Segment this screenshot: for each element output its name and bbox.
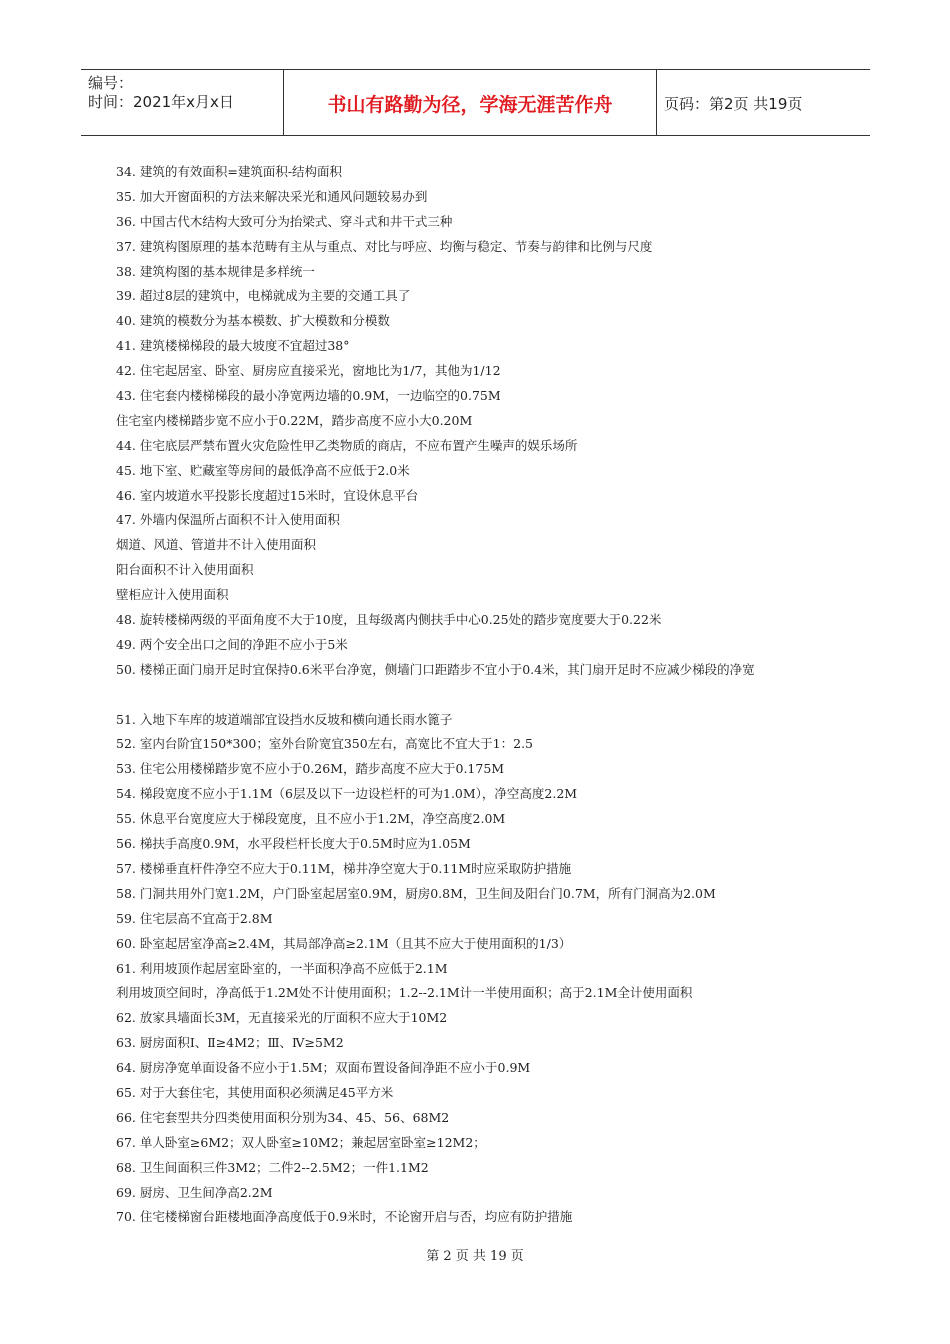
header-page-label: 页码：第2页 共19页 <box>664 95 803 113</box>
text-line: 36. 中国古代木结构大致可分为抬梁式、穿斗式和井干式三种 <box>116 213 453 229</box>
text-line: 44. 住宅底层严禁布置火灾危险性甲乙类物质的商店，不应布置产生噪声的娱乐场所 <box>116 437 578 453</box>
text-line: 34. 建筑的有效面积=建筑面积-结构面积 <box>116 164 343 179</box>
header-date-label: 时间：2021年x月x日 <box>88 93 234 111</box>
text-line: 57. 楼梯垂直杆件净空不应大于0.11M，梯井净空宽大于0.11M时应采取防护措施 <box>116 860 572 876</box>
text-line: 66. 住宅套型共分四类使用面积分别为34、45、56、68M2 <box>116 1109 450 1125</box>
text-line: 61. 利用坡顶作起居室卧室的，一半面积净高不应低于2.1M <box>116 960 448 976</box>
text-line: 67. 单人卧室≥6M2；双人卧室≥10M2；兼起居室卧室≥12M2； <box>116 1134 486 1150</box>
text-line: 63. 厨房面积Ⅰ、Ⅱ≥4M2；Ⅲ、Ⅳ≥5M2 <box>116 1035 344 1051</box>
page-footer: 第 2 页 共 19 页 <box>426 1249 524 1264</box>
text-line: 48. 旋转楼梯两级的平面角度不大于10度，且每级离内侧扶手中心0.25处的踏步宽度要大于0.22米 <box>116 612 662 628</box>
text-line: 41. 建筑楼梯梯段的最大坡度不宜超过38° <box>116 338 350 354</box>
header-divider-right <box>656 70 657 135</box>
text-line: 46. 室内坡道水平投影长度超过15米时，宜设休息平台 <box>116 487 419 503</box>
text-line: 45. 地下室、贮藏室等房间的最低净高不应低于2.0米 <box>116 462 410 478</box>
text-line: 56. 梯扶手高度0.9M，水平段栏杆长度大于0.5M时应为1.05M <box>116 836 471 852</box>
text-line: 55. 休息平台宽度应大于梯段宽度，且不应小于1.2M，净空高度2.0M <box>116 811 506 827</box>
text-line: 利用坡顶空间时，净高低于1.2M处不计使用面积；1.2--2.1M计一半使用面积；高于2.1M全计使用面积 <box>116 985 693 1001</box>
text-line: 住宅室内楼梯踏步宽不应小于0.22M，踏步高度不应小大0.20M <box>116 412 473 428</box>
text-line: 53. 住宅公用楼梯踏步宽不应小于0.26M，踏步高度不应大于0.175M <box>116 761 505 777</box>
header-top-rule <box>81 69 870 70</box>
text-line: 64. 厨房净宽单面设备不应小于1.5M；双面布置设备间净距不应小于0.9M <box>116 1060 531 1076</box>
text-line: 49. 两个安全出口之间的净距不应小于5米 <box>116 636 348 652</box>
blank-line <box>116 683 896 708</box>
document-body <box>116 160 896 1230</box>
text-line: 40. 建筑的模数分为基本模数、扩大模数和分模数 <box>116 313 390 329</box>
text-line: 59. 住宅层高不宜高于2.8M <box>116 910 273 926</box>
text-line: 35. 加大开窗面积的方法来解决采光和通风问题较易办到 <box>116 188 428 204</box>
text-line: 51. 入地下车库的坡道端部宜设挡水反坡和横向通长雨水篦子 <box>116 711 453 727</box>
header-motto: 书山有路勤为径，学海无涯苦作舟 <box>327 94 613 116</box>
header-code-label: 编号： <box>88 74 134 92</box>
text-line: 39. 超过8层的建筑中，电梯就成为主要的交通工具了 <box>116 288 411 304</box>
text-line: 42. 住宅起居室、卧室、厨房应直接采光，窗地比为1/7，其他为1/12 <box>116 363 501 379</box>
text-line: 54. 梯段宽度不应小于1.1M（6层及以下一边设栏杆的可为1.0M），净空高度2.2M <box>116 786 578 802</box>
text-line: 70. 住宅楼梯窗台距楼地面净高度低于0.9米时，不论窗开启与否，均应有防护措施 <box>116 1209 573 1225</box>
text-line: 62. 放家具墙面长3M，无直接采光的厅面积不应大于10M2 <box>116 1010 448 1026</box>
text-line: 65. 对于大套住宅，其使用面积必须满足45平方米 <box>116 1084 394 1100</box>
text-line: 阳台面积不计入使用面积 <box>116 562 254 578</box>
text-line: 52. 室内台阶宜150*300；室外台阶宽宜350左右，高宽比不宜大于1：2.5 <box>116 736 534 752</box>
text-line: 60. 卧室起居室净高≥2.4M，其局部净高≥2.1M（且其不应大于使用面积的1/3） <box>116 935 572 951</box>
text-line: 68. 卫生间面积三件3M2；二件2--2.5M2；一件1.1M2 <box>116 1159 429 1175</box>
text-line: 38. 建筑构图的基本规律是多样统一 <box>116 263 315 279</box>
text-line: 47. 外墙内保温所占面积不计入使用面积 <box>116 512 340 528</box>
text-line: 50. 楼梯正面门扇开足时宜保持0.6米平台净宽，侧墙门口距踏步不宜小于0.4米，其门扇开足时不应减少梯段的净宽 <box>116 661 755 677</box>
text-line: 58. 门洞共用外门宽1.2M，户门卧室起居室0.9M，厨房0.8M，卫生间及阳台门0.7M，所有门洞高为2.0M <box>116 885 716 901</box>
text-line: 69. 厨房、卫生间净高2.2M <box>116 1184 273 1200</box>
text-line: 37. 建筑构图原理的基本范畴有主从与重点、对比与呼应、均衡与稳定、节奏与韵律和比例与尺度 <box>116 238 653 254</box>
text-line: 壁柜应计入使用面积 <box>116 587 229 603</box>
header-bottom-rule <box>81 135 870 136</box>
header-divider-left <box>283 70 284 135</box>
text-line: 烟道、风道、管道井不计入使用面积 <box>116 537 317 553</box>
text-line: 43. 住宅套内楼梯梯段的最小净宽两边墙的0.9M，一边临空的0.75M <box>116 388 501 404</box>
